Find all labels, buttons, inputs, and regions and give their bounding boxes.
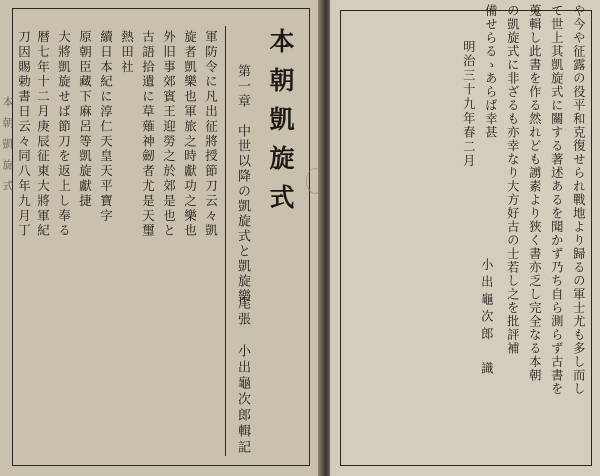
text-column: 外旧事郊賓王迎勞之於郊是也と xyxy=(161,30,177,239)
text-column: 古語拾遺に草薙神劒者尤是天璽 xyxy=(140,30,156,239)
text-column: 蒐輯し此書を作る然れども謭素より狹く書亦乏し完全なる本朝 xyxy=(527,4,542,382)
text-column: 大將凱旋せば節刀を返上し奉る xyxy=(56,30,72,239)
text-column: 軍防令に凡出征將授節刀云々凱 xyxy=(203,30,219,239)
text-column: て世上其凱旋式に關する著述あるを聞かず乃ち自ら測らず古書を xyxy=(549,4,564,396)
heading-rule xyxy=(225,26,226,456)
chapter-heading: 第一章 中世以降の凱旋式と凱旋樂 xyxy=(235,64,250,304)
text-column: 原朝臣藏下麻呂等凱旋獻捷 xyxy=(77,30,93,209)
author-credit: 尾張 小出龜次郎輯記 xyxy=(235,296,250,456)
text-column: の凱旋式に非ざるも亦幸なり大方好古の士若し之を批評補 xyxy=(505,4,520,355)
text-column: 暦七年十二月庚辰征東大將軍紀 xyxy=(35,30,51,239)
text-column: 刀因賜勅書日云々同八年九月丁 xyxy=(16,30,32,239)
text-column: や今や征露の役平和克復せられ戰地より歸るの軍士尤も多し而し xyxy=(571,4,586,396)
text-column: 熱田社 xyxy=(119,30,135,75)
text-column: 旋者凱樂也軍旅之時獻功之樂也 xyxy=(182,30,198,239)
text-column: 續日本紀に淳仁天皇天平寶字 xyxy=(98,30,114,224)
book-title: 本朝凱旋式 xyxy=(266,28,295,223)
text-column: 備せらるゝあらば幸甚 xyxy=(483,4,498,139)
preface-signature: 小出龜次郎 識 xyxy=(479,258,494,380)
margin-text: 本朝凱旋式 xyxy=(1,96,14,201)
preface-date: 明治三十九年春二月 xyxy=(461,40,476,169)
